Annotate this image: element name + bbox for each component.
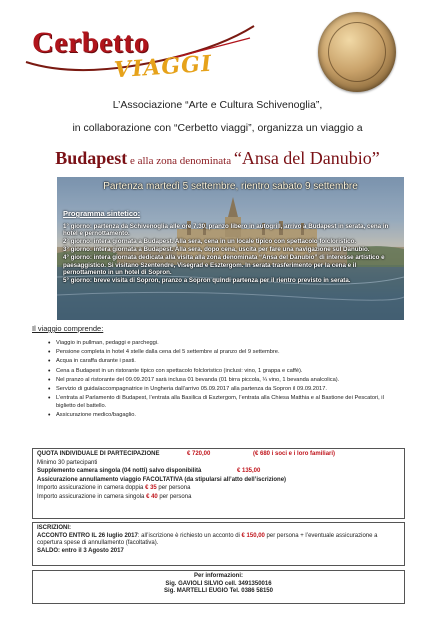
headline-middle: e alla zona denominata (127, 155, 234, 167)
intro-line-1: L’Associazione “Arte e Cultura Schivenoglia”, (112, 99, 323, 111)
registration-box (32, 522, 405, 566)
insurance-single-suffix: per persona (157, 493, 192, 500)
list-item: • Assicurazione medico/bagaglio. (48, 412, 404, 420)
departure-dates: Partenza martedì 5 settembre, rientro sabato 9 settembre (103, 181, 358, 192)
deposit-label: ACCONTO ENTRO IL 26 luglio 2017 (37, 532, 138, 539)
insurance-single-row (37, 494, 400, 503)
contact-line: Sig. MARTELLI EUGIO Tel. 0386 58150 (164, 588, 273, 595)
deposit-amount: € 150,00 (241, 532, 265, 539)
list-item: • Nel pranzo al ristorante del 09.09.2017 sarà inclusa 01 bevanda (01 birra piccola, ¼ vino, 1 bevanda analcolica). (48, 377, 404, 385)
programme-day: 2° giorno: intera giornata a Budapest. Alla sera, cena in un locale tipico con spettacolo folcloristico. (63, 238, 357, 246)
list-item: • Servizio di guida/accompagnatrice in Ungheria dall’arrivo 05.09.2017 alla partenza da Sopron il 09.09.2017. (48, 386, 404, 394)
list-item: • Pensione completa in hotel 4 stelle dalla cena del 5 settembre al pranzo del 9 settembre. (48, 349, 404, 357)
includes-list (48, 340, 404, 421)
headline-area: “Ansa del Danubio” (233, 148, 380, 168)
balance-text: SALDO: entro il 3 Agosto 2017 (37, 547, 124, 554)
headline-city: Budapest (55, 148, 128, 168)
programme-days (63, 223, 399, 285)
insurance-double-suffix: per persona (156, 485, 191, 492)
includes-title: Il viaggio comprende: (32, 324, 104, 333)
list-item: • Acqua in caraffa durante i pasti. (48, 358, 404, 366)
list-item: • L’entrata al Parlamento di Budapest, l’entrata alla Basilica di Esztergom, l’entrata alla Chiesa Matthia e al Bastione dei Pescatori, il biglietto del battello. (48, 395, 404, 410)
quota-price: € 720,00 (187, 451, 211, 457)
insurance-double-price: € 35 (145, 485, 157, 492)
list-item: • Cena a Budapest in un ristorante tipico con spettacolo folcloristico (inclusi: vino, 1 grappa e caffè). (48, 368, 404, 376)
budapest-photo (57, 177, 404, 320)
contacts-box (32, 570, 405, 604)
list-item: • Viaggio in pullman, pedaggi e parcheggi. (48, 340, 404, 348)
single-row (37, 468, 400, 477)
insurance-label: Assicurazione annullamento viaggio FACOLTATIVA (da stipularsi all’atto dell’iscrizione) (37, 476, 287, 483)
deposit-text (37, 533, 400, 548)
single-price: € 135,00 (237, 468, 261, 475)
quota-note: (€ 680 i soci e i loro familiari) (253, 451, 336, 457)
deposit-text-b: per persona + l’eventuale assicurazione a copertura spese di annullamento (facoltativa). (37, 532, 378, 547)
min-participants: Minimo 30 partecipanti (37, 459, 98, 466)
intro-line-2: in collaborazione con “Cerbetto viaggi”, organizza un viaggio a (72, 122, 363, 134)
headline (0, 148, 435, 169)
programme-day: 1° giorno: partenza da Schivenoglia alle ore 7.30, pranzo libero in autogrill, arrivo a Budapest in serata, cena in hotel e pernottamento. (63, 223, 389, 238)
cerbetto-logo (22, 18, 262, 90)
logo-brand: Cerbetto (32, 26, 150, 59)
medal-portrait-icon (318, 12, 396, 92)
deposit-text-a: : all’iscrizione è richiesto un acconto di (137, 532, 242, 539)
insurance-single-label: Importo assicurazione in camera singola (37, 493, 145, 500)
programme-day: 5° giorno: breve visita di Sopron, pranzo a Sopron quindi partenza per il rientro previsto in serata. (63, 277, 351, 285)
contact-line: Sig. GAVIOLI SILVIO cell. 3491350016 (165, 580, 272, 587)
quota-label: QUOTA INDIVIDUALE DI PARTECIPAZIONE (37, 451, 160, 457)
programme-day: 3° giorno: intera giornata a Budapest. Alla sera, dopo cena, uscita per fare una navigazione sul Danubio. (63, 246, 370, 254)
quota-row (37, 451, 400, 460)
single-label: Supplemento camera singola (04 notti) salvo disponibilità (37, 468, 202, 475)
logo-tagline: VIAGGI (113, 50, 214, 84)
insurance-single-price: € 40 (146, 493, 158, 500)
insurance-double-label: Importo assicurazione in camera doppia (37, 485, 144, 492)
pricing-box (32, 448, 405, 519)
contacts-title: Per informazioni: (193, 573, 243, 579)
insurance-double-row (37, 485, 400, 494)
medal-ring (328, 22, 386, 82)
registration-title: ISCRIZIONI: (37, 525, 71, 531)
programme-day: 4° giorno: intera giornata dedicata alla visita alla zona denominata “Ansa del Danubio” di interesse artistico e paesaggistico. Si visitano Szentendre, Visegrad e Esztergom. In serata trasferimento per la cena e il pernottamento in un hotel di Sopron. (63, 254, 385, 277)
programme-title: Programma sintetico: (63, 209, 141, 218)
